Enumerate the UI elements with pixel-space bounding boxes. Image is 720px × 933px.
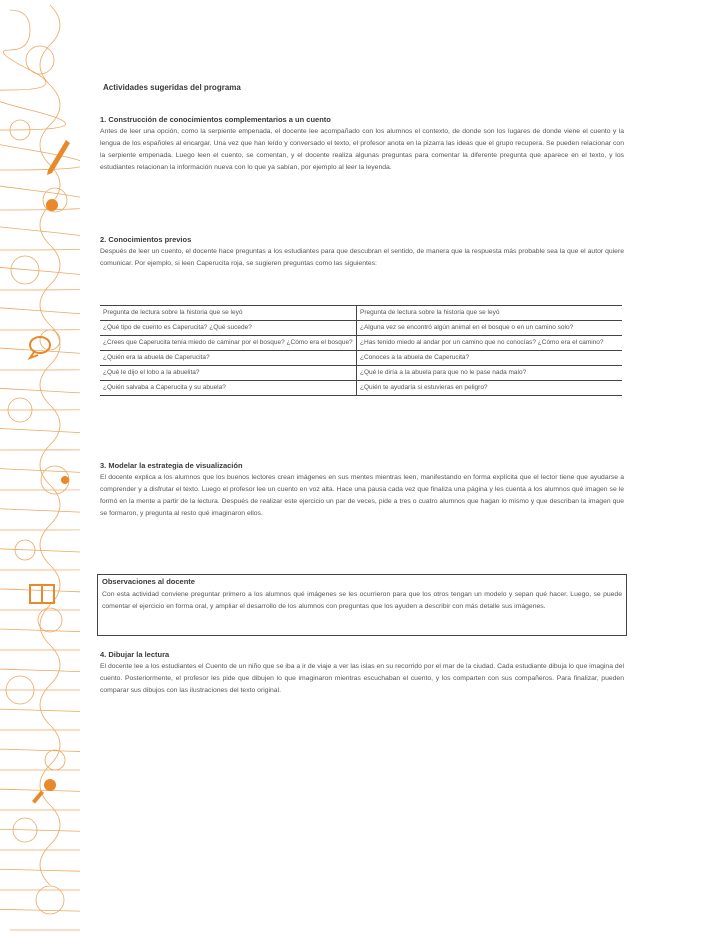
table-row <box>100 381 622 396</box>
dot-icon <box>61 476 69 484</box>
left-swirl-decoration <box>0 0 80 933</box>
microphone-icon <box>32 779 56 804</box>
table-row <box>100 336 622 351</box>
book-icon <box>30 585 54 603</box>
page-title: Actividades sugeridas del programa <box>103 83 241 92</box>
section-3-title: 3. Modelar la estrategia de visualización <box>100 461 243 470</box>
table-cell: ¿Has tenido miedo al andar por un camino que no conocías? ¿Cómo era el camino? <box>357 336 623 351</box>
section-2-text: Después de leer un cuento, el docente hace preguntas a los estudiantes para que descubran el sentido, de manera que la respuesta más probable sea la que el autor quiere comunicar. Por ejemplo, si leen Caperucita roja, se sugieren preguntas como las siguientes: <box>100 248 624 267</box>
section-4-title: 4. Dibujar la lectura <box>100 650 170 659</box>
section-1-text: Antes de leer una opción, como la serpiente empenada, el docente lee acompañado con los alumnos el contexto, de donde son los lugares de donde viene el cuento y la lengua de los españoles al encargar. Una vez que han leído y conversado el texto, el profesor anota en la pizarra las ideas que el grupo recupera. Se pueden relacionar con la serpiente empenada. Luego leen el cuento, se comentan, y el docente realiza algunas preguntas para comentar la diferente pregunta que aparece en el texto, y los estudiantes relacionan la información nueva con lo que ya sabían, por ejemplo al leer la leyenda. <box>100 128 624 171</box>
section-1-title: 1. Construcción de conocimientos complementarios a un cuento <box>100 115 331 124</box>
teacher-notes-text: Con esta actividad conviene preguntar primero a los alumnos qué imágenes se les ocurrieron para que los otros tengan un modelo y sepan qué hacer. Luego, se puede comentar el ejercicio en forma oral, y ampliar el desarrollo de los alumnos con preguntas que los ayuden a describir con más detalle sus imágenes. <box>102 591 622 610</box>
flower-icon <box>46 199 58 211</box>
table-cell: ¿Conoces a la abuela de Caperucita? <box>357 351 623 366</box>
teacher-notes-title: Observaciones al docente <box>102 577 195 586</box>
teacher-notes-box <box>97 574 627 636</box>
table-cell: Pregunta de lectura sobre la historia que se leyó <box>357 306 623 321</box>
table-cell: ¿Quién te ayudaría si estuvieras en peligro? <box>357 381 623 396</box>
questions-table <box>100 305 622 396</box>
table-cell: Pregunta de lectura sobre la historia que se leyó <box>100 306 357 321</box>
table-row <box>100 366 622 381</box>
table-cell: ¿Crees que Caperucita tenía miedo de caminar por el bosque? ¿Cómo era el bosque? <box>100 336 357 351</box>
table-cell: ¿Qué le diría a la abuela para que no le pase nada malo? <box>357 366 623 381</box>
table-cell: ¿Qué le dijo el lobo a la abuelita? <box>100 366 357 381</box>
section-2-title: 2. Conocimientos previos <box>100 235 192 244</box>
table-cell: ¿Alguna vez se encontró algún animal en el bosque o en un camino solo? <box>357 321 623 336</box>
table-cell: ¿Qué tipo de cuento es Caperucita? ¿Qué sucede? <box>100 321 357 336</box>
table-cell: ¿Quién salvaba a Caperucita y su abuela? <box>100 381 357 396</box>
section-4-text: El docente lee a los estudiantes el Cuento de un niño que se iba a ir de viaje a ver las islas en su recorrido por el mar de la ciudad. Cada estudiante dibuja lo que imagina del cuento. Posteriormente, el profesor les pide que dibujen lo que imaginaron mientras escuchaban el cuento, y los comparten con sus compañeros. Para finalizar, pueden comparar sus dibujos con las ilustraciones del texto original. <box>100 663 624 694</box>
table-cell: ¿Quién era la abuela de Caperucita? <box>100 351 357 366</box>
table-row <box>100 306 622 321</box>
table-row <box>100 351 622 366</box>
pencil-icon <box>47 140 70 175</box>
section-3-text: El docente explica a los alumnos que los buenos lectores crean imágenes en sus mentes mientras leen, manifestando en forma explícita que el lector tiene que ayudarse a comprender y a disfrutar el texto. Luego el profesor lee un cuento en voz alta. Hace una pausa cada vez que finaliza una página y les cuenta a los alumnos qué imagen se le formó en la mente a partir de la lectura. Después de realizar este ejercicio un par de veces, pide a tres o cuatro alumnos que hagan lo mismo y que describan la imagen que se formaron, y pregunta al resto qué imaginaron ellos. <box>100 474 624 517</box>
table-row <box>100 321 622 336</box>
